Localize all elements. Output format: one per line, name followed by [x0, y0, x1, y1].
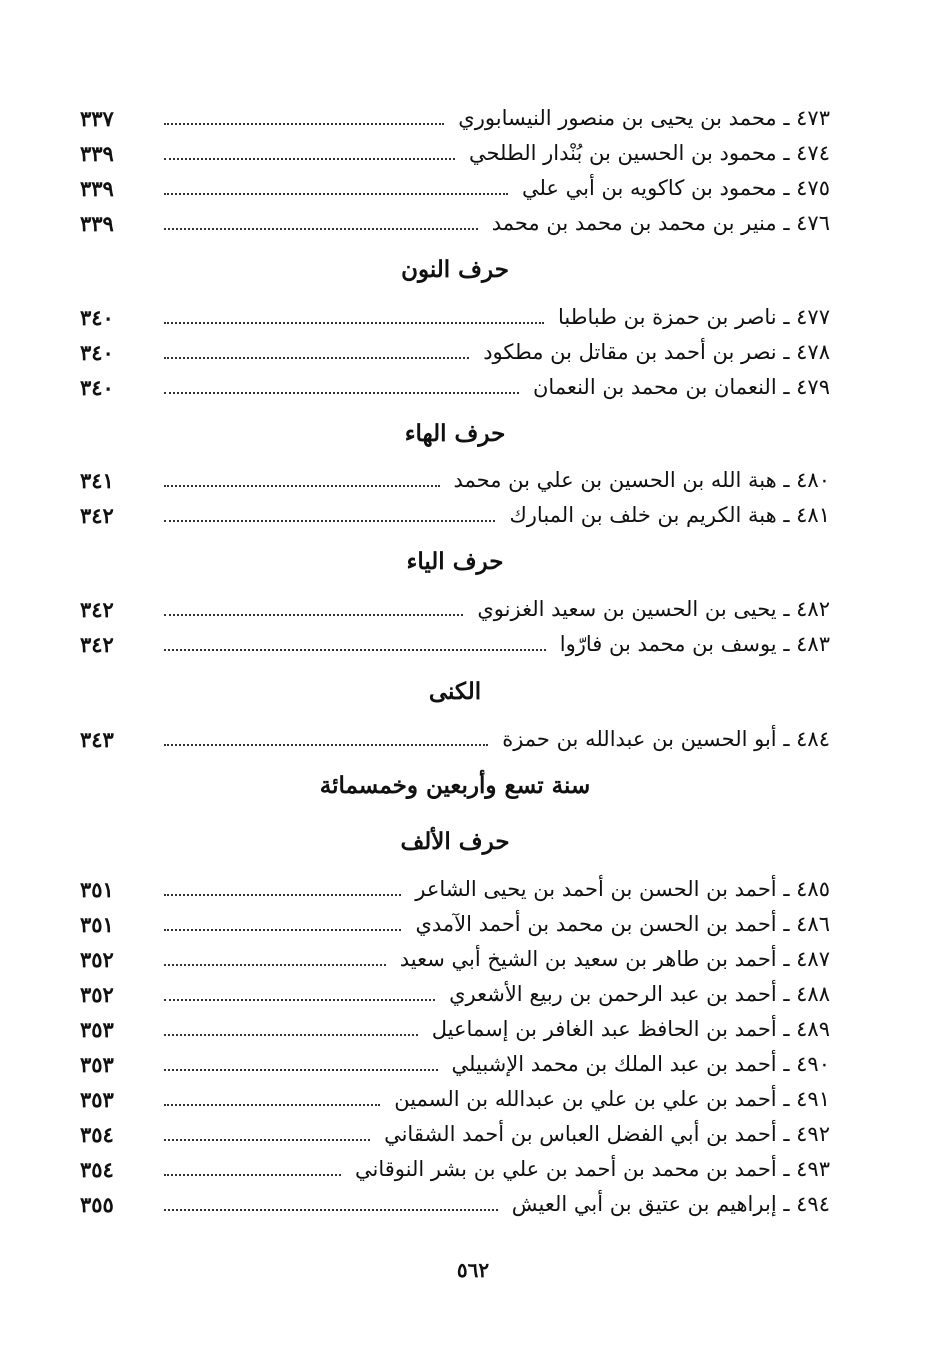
entry-text: ٤٨٦ ـ أحمد بن الحسن بن محمد بن أحمد الآمدي [415, 912, 830, 936]
index-entry [80, 300, 830, 335]
leader-dots [164, 485, 440, 487]
leader-dots [164, 193, 508, 195]
leader-dots [164, 929, 401, 931]
entry-text: ٤٨٩ ـ أحمد بن الحافظ عبد الغافر بن إسماعيل [431, 1017, 830, 1041]
entry-text: ٤٨٧ ـ أحمد بن طاهر بن سعيد بن الشيخ أبي سعيد [399, 947, 830, 971]
leader-dots [164, 1069, 438, 1071]
index-entry [80, 335, 830, 370]
entry-page: ٣٣٩ [80, 141, 114, 166]
entry-page: ٣٥١ [80, 877, 114, 902]
leader-dots [164, 322, 544, 324]
index-entry [80, 1117, 830, 1152]
entry-page: ٣٥٣ [80, 1052, 114, 1077]
entry-page: ٣٤٠ [80, 305, 114, 330]
entry-text: ٤٩٤ ـ إبراهيم بن عتيق بن أبي العيش [511, 1192, 830, 1216]
entry-text: ٤٧٨ ـ نصر بن أحمد بن مقاتل بن مطكود [483, 340, 830, 364]
leader-dots [164, 520, 495, 522]
leader-dots [164, 744, 488, 746]
leader-dots [164, 1139, 370, 1141]
index-entry [80, 1082, 830, 1117]
entry-text: ٤٧٦ ـ منير بن محمد بن محمد بن محمد [491, 211, 830, 235]
section-3-rows [80, 592, 830, 662]
entry-page: ٣٣٩ [80, 176, 114, 201]
section-6-rows [80, 872, 830, 1222]
index-entry [80, 627, 830, 662]
entry-page: ٣٤٢ [80, 597, 114, 622]
entry-text: ٤٩٣ ـ أحمد بن محمد بن أحمد بن علي بن بشر النوقاني [354, 1157, 830, 1181]
index-entry [80, 942, 830, 977]
entry-page: ٣٤٢ [80, 503, 114, 528]
entry-page: ٣٥٢ [80, 982, 114, 1007]
entry-text: ٤٨٥ ـ أحمد بن الحسن بن أحمد بن يحيى الشاعر [415, 877, 830, 901]
leader-dots [164, 158, 455, 160]
leader-dots [164, 614, 463, 616]
entry-page: ٣٥٤ [80, 1122, 114, 1147]
index-entry [80, 370, 830, 405]
entry-text: ٤٧٤ ـ محمود بن الحسين بن بُنْدار الطلحي [468, 141, 830, 165]
index-entry [80, 1152, 830, 1187]
index-entry [80, 592, 830, 627]
year-heading: سنة تسع وأربعين وخمسمائة [319, 772, 591, 799]
entry-text: ٤٨٤ ـ أبو الحسين بن عبدالله بن حمزة [502, 727, 830, 751]
entry-text: ٤٧٩ ـ النعمان بن محمد بن النعمان [533, 375, 830, 399]
entry-page: ٣٤٢ [80, 632, 114, 657]
entry-text: ٤٨٢ ـ يحيى بن الحسين بن سعيد الغزنوي [477, 597, 830, 621]
entry-page: ٣٤٠ [80, 375, 114, 400]
entry-page: ٣٤٣ [80, 727, 114, 752]
leader-dots [164, 1174, 341, 1176]
index-entry [80, 1012, 830, 1047]
index-entry [80, 101, 830, 136]
index-entry [80, 498, 830, 533]
leader-dots [164, 964, 386, 966]
entry-page: ٣٥٤ [80, 1157, 114, 1182]
section-heading: حرف الهاء [404, 420, 506, 447]
entry-text: ٤٩٢ ـ أحمد بن أبي الفضل العباس بن أحمد الشقاني [384, 1122, 830, 1146]
index-entry [80, 1047, 830, 1082]
entry-page: ٣٤٠ [80, 340, 114, 365]
index-entry [80, 1187, 830, 1222]
section-2-rows [80, 463, 830, 533]
leader-dots [164, 392, 519, 394]
entry-text: ٤٧٣ ـ محمد بن يحيى بن منصور النيسابوري [458, 106, 830, 130]
entry-text: ٤٨٠ ـ هبة الله بن الحسين بن علي بن محمد [453, 468, 830, 492]
entry-text: ٤٨٨ ـ أحمد بن عبد الرحمن بن ربيع الأشعري [449, 982, 830, 1006]
entry-page: ٣٥٥ [80, 1192, 114, 1217]
entry-page: ٣٥١ [80, 912, 114, 937]
index-entry [80, 907, 830, 942]
leader-dots [164, 123, 444, 125]
entry-text: ٤٨١ ـ هبة الكريم بن خلف بن المبارك [509, 503, 830, 527]
index-entry [80, 722, 830, 757]
entry-page: ٣٥٣ [80, 1087, 114, 1112]
entry-page: ٣٥٣ [80, 1017, 114, 1042]
index-entry [80, 977, 830, 1012]
section-heading: حرف النون [401, 256, 509, 283]
section-heading: حرف الياء [406, 548, 504, 575]
index-entry [80, 463, 830, 498]
entry-page: ٣٥٢ [80, 947, 114, 972]
leader-dots [164, 357, 469, 359]
entry-text: ٤٩٠ ـ أحمد بن عبد الملك بن محمد الإشبيلي [451, 1052, 830, 1076]
entry-text: ٤٧٥ ـ محمود بن كاكويه بن أبي علي [521, 176, 830, 200]
index-entry [80, 206, 830, 241]
section-heading: الكنى [428, 678, 482, 705]
entry-text: ٤٧٧ ـ ناصر بن حمزة بن طباطبا [558, 305, 830, 329]
leader-dots [164, 1209, 498, 1211]
index-entry [80, 136, 830, 171]
section-heading: حرف الألف [400, 828, 510, 855]
leader-dots [164, 894, 401, 896]
section-1-rows [80, 300, 830, 405]
entry-page: ٣٣٧ [80, 106, 114, 131]
index-entry [80, 171, 830, 206]
entry-text: ٤٨٣ ـ يوسف بن محمد بن فارّوا [559, 632, 830, 656]
leader-dots [164, 649, 546, 651]
section-4-rows [80, 722, 830, 757]
entry-page: ٣٣٩ [80, 211, 114, 236]
section-0-rows [80, 101, 830, 241]
entry-text: ٤٩١ ـ أحمد بن علي بن علي بن عبدالله بن السمين [394, 1087, 830, 1111]
leader-dots [164, 999, 435, 1001]
entry-page: ٣٤١ [80, 468, 114, 493]
leader-dots [164, 1034, 418, 1036]
index-entry [80, 872, 830, 907]
leader-dots [164, 1104, 380, 1106]
leader-dots [164, 228, 478, 230]
page-number: ٥٦٢ [456, 1258, 490, 1282]
